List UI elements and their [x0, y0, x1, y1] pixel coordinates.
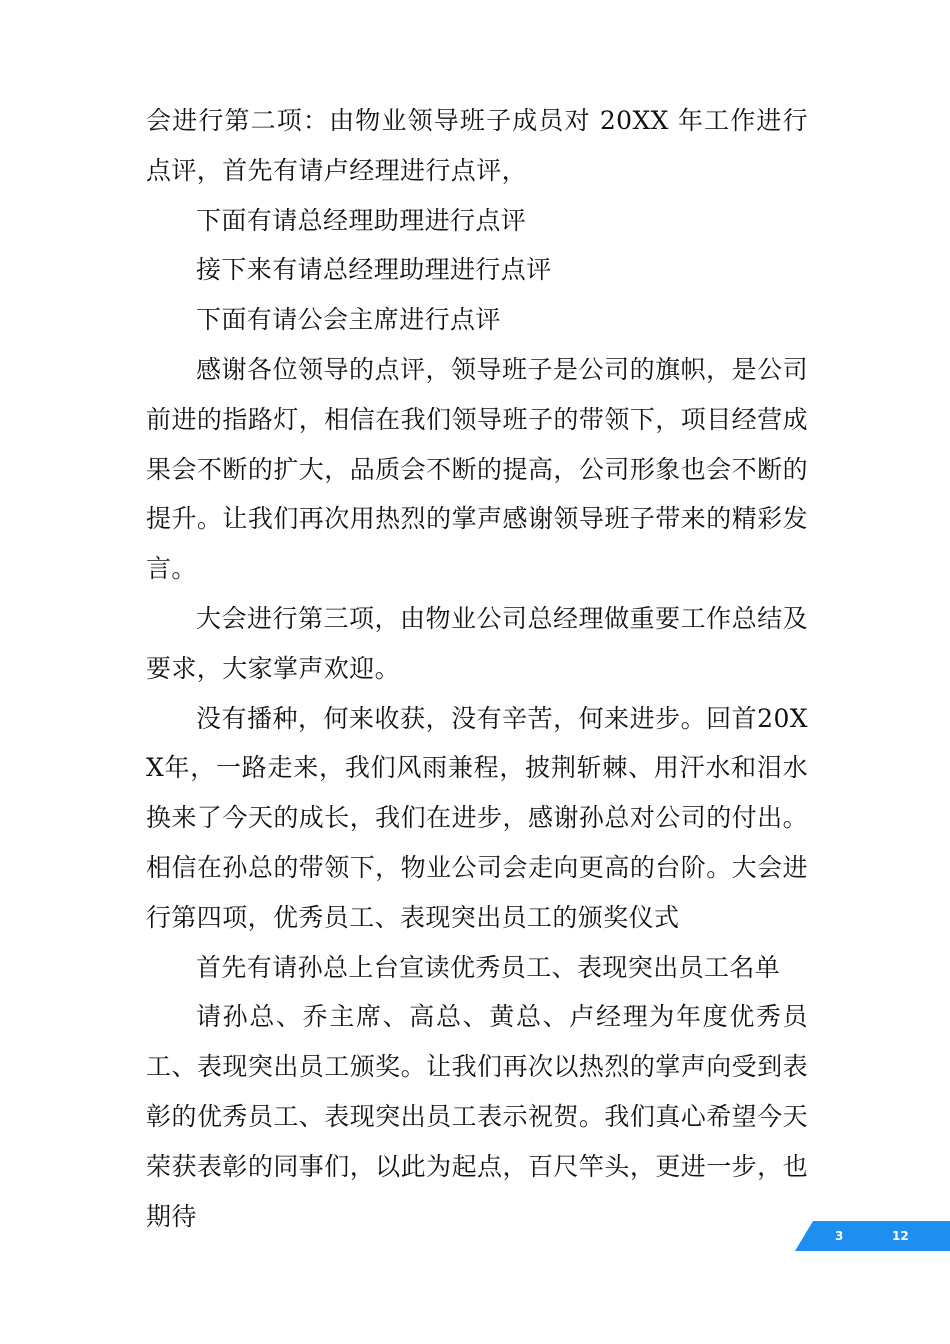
paragraph-3: 接下来有请总经理助理进行点评: [196, 255, 552, 285]
current-page-number: 3: [835, 1229, 844, 1243]
paragraph-8: 首先有请孙总上台宣读优秀员工、表现突出员工名单: [196, 952, 781, 982]
document-body: [146, 96, 808, 1241]
paragraph-5: 感谢各位领导的点评，领导班子是公司的旗帜，是公司前进的指路灯，相信在我们领导班子的带领下，项目经营成果会不断的扩大，品质会不断的提高，公司形象也会不断的提升。让我们再次用热烈的掌声感谢领导班子带来的精彩发言。: [146, 354, 808, 584]
paragraph-1: 会进行第二项：由物业领导班子成员对 20XX 年工作进行点评，首先有请卢经理进行点评，: [146, 106, 808, 185]
paragraph-7: 没有播种，何来收获，没有辛苦，何来进步。回首20XX年，一路走来，我们风雨兼程，披荆斩棘、用汗水和泪水换来了今天的成长，我们在进步，感谢孙总对公司的付出。相信在孙总的带领下，物业公司会走向更高的台阶。大会进行第四项，优秀员工、表现突出员工的颁奖仪式: [146, 703, 808, 932]
paragraph-2: 下面有请总经理助理进行点评: [196, 205, 527, 235]
paragraph-4: 下面有请公会主席进行点评: [196, 305, 501, 335]
paragraph-9: 请孙总、乔主席、高总、黄总、卢经理为年度优秀员工、表现突出员工颁奖。让我们再次以热烈的掌声向受到表彰的优秀员工、表现突出员工表示祝贺。我们真心希望今天荣获表彰的同事们，以此为起点，百尺竿头，更进一步，也期待: [146, 1002, 808, 1231]
page-indicator-band: [795, 1221, 950, 1251]
page-indicator: [795, 1221, 950, 1251]
total-pages-number: 12: [892, 1229, 909, 1243]
paragraph-6: 大会进行第三项，由物业公司总经理做重要工作总结及要求，大家掌声欢迎。: [146, 603, 808, 683]
